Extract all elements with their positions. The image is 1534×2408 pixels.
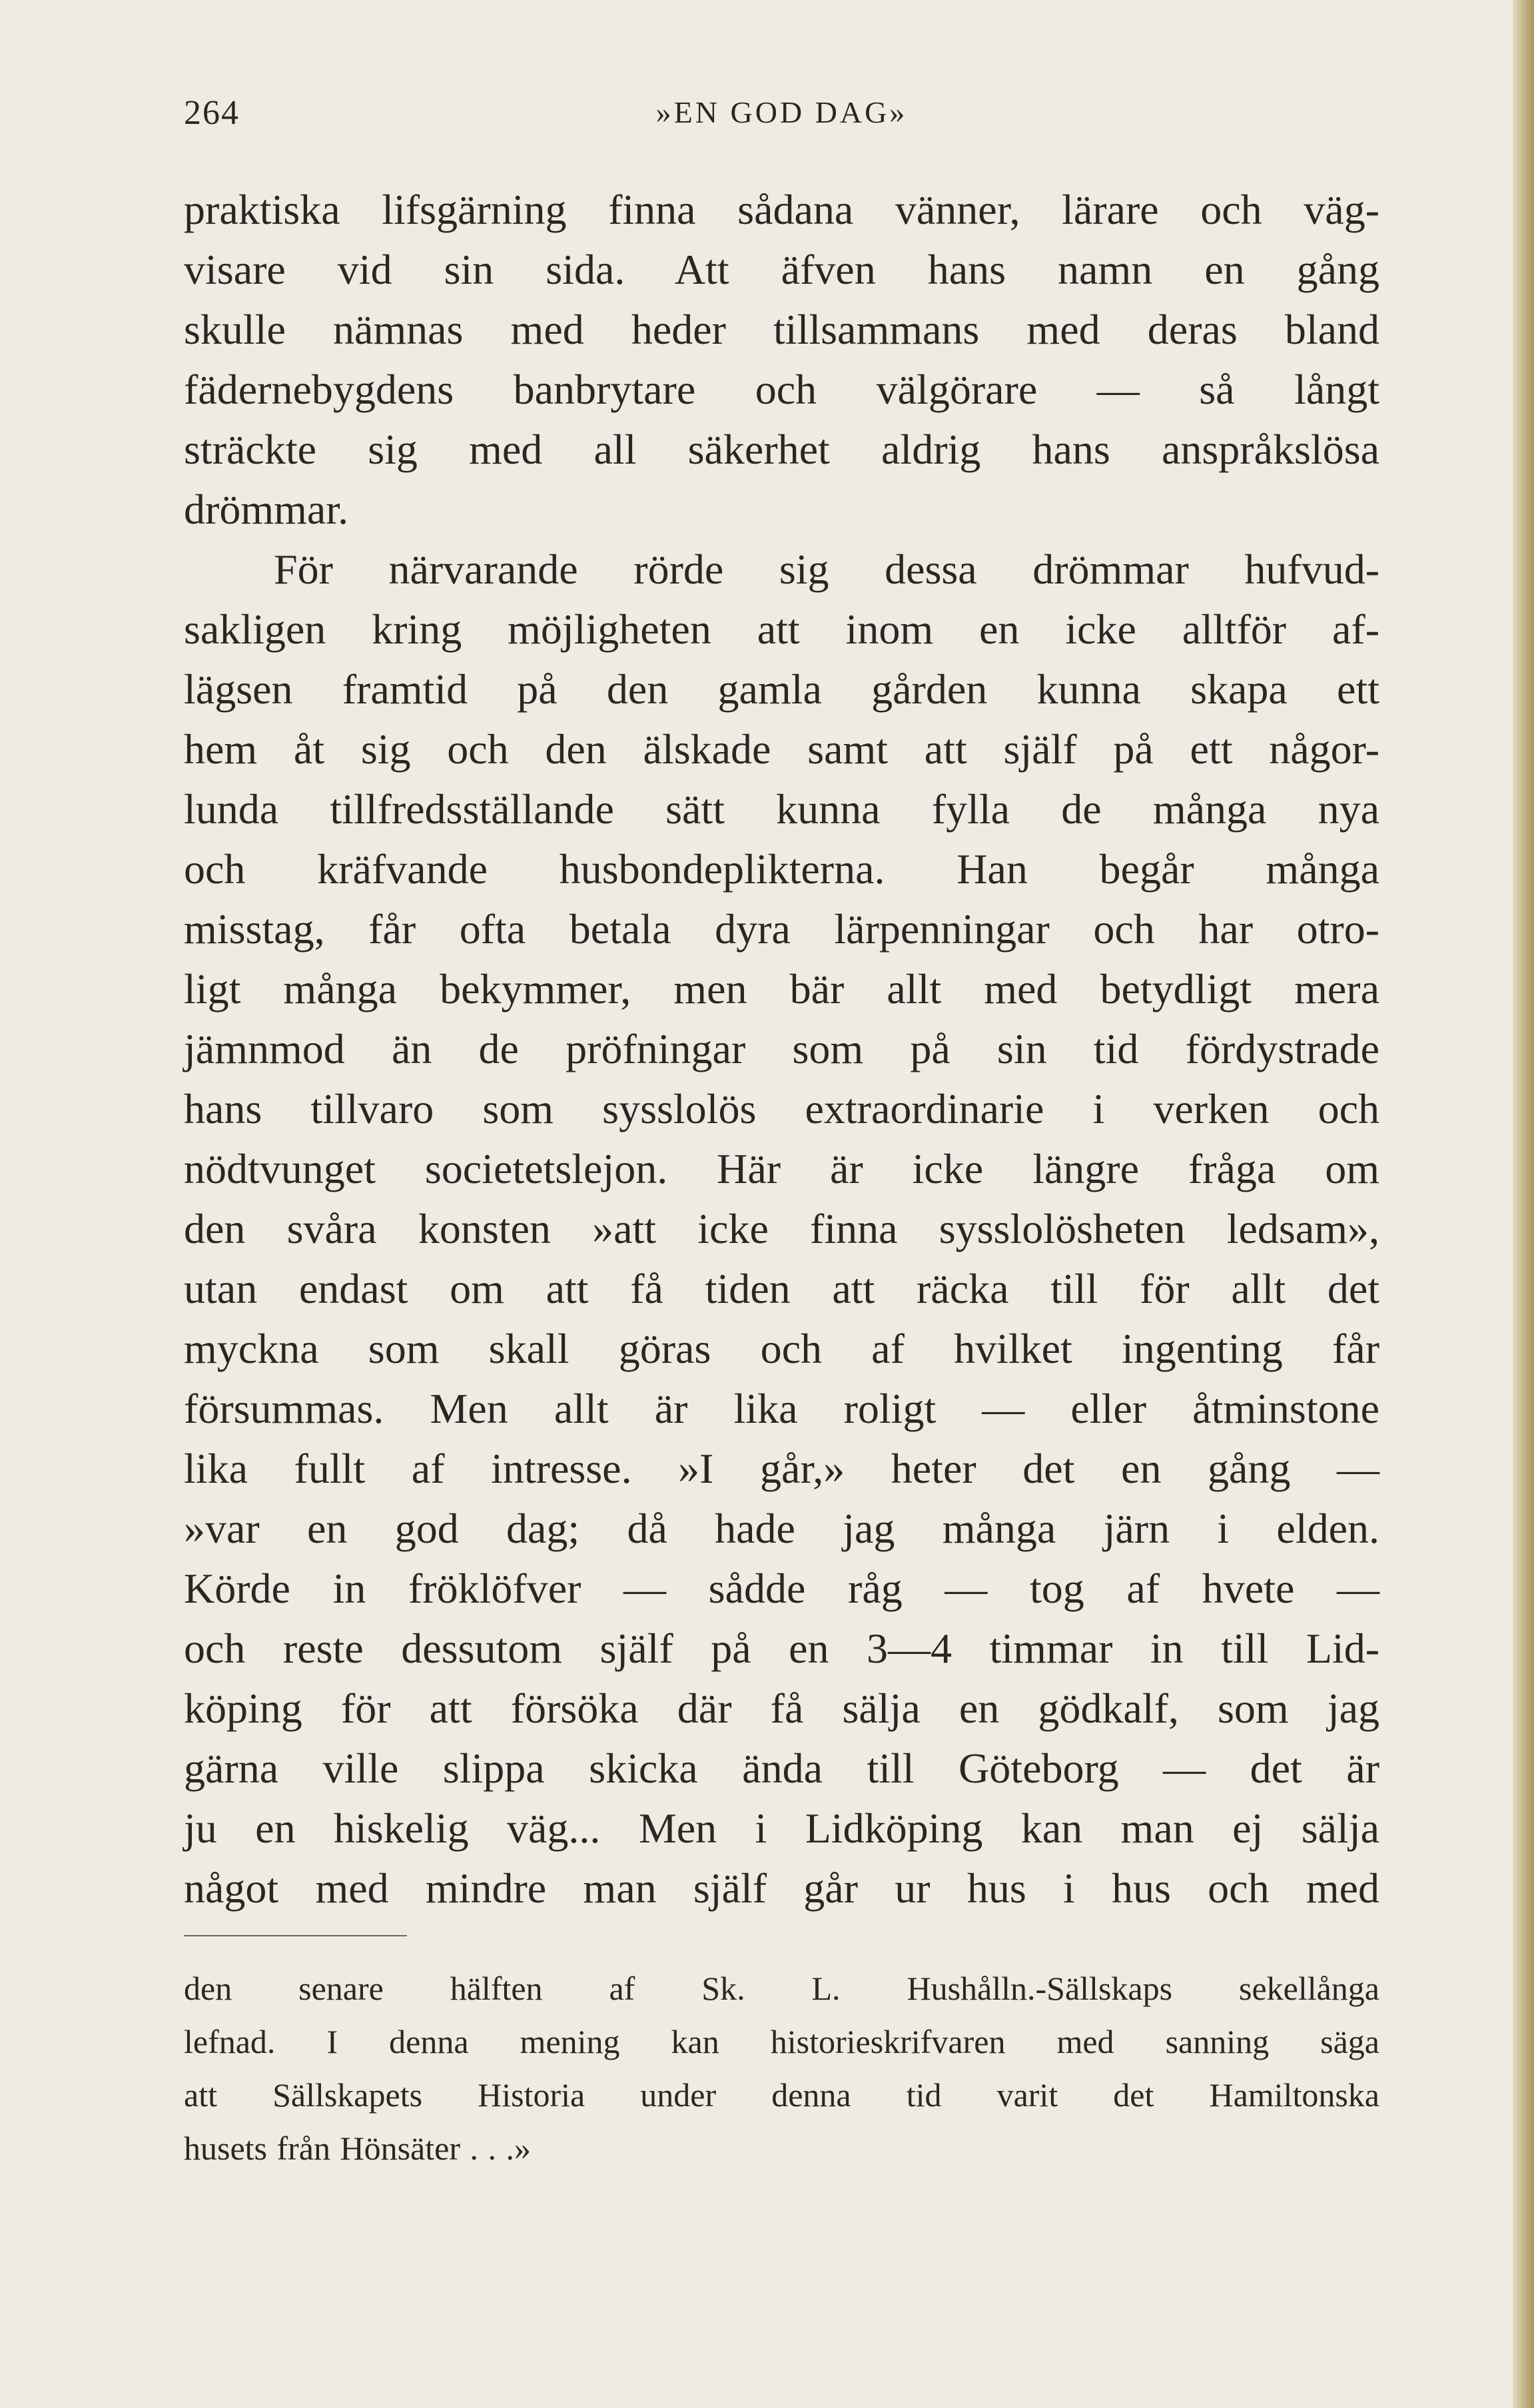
- text-line: visare vid sin sida. Att äfven hans namn en gång: [184, 246, 1379, 293]
- footnote-line: husets från Hönsäter . . .»: [184, 2130, 531, 2167]
- text-line: fädernebygdens banbrytare och välgörare — så långt: [184, 366, 1379, 413]
- text-line: sakligen kring möjligheten att inom en icke alltför af-: [184, 605, 1379, 653]
- text-line: lägsen framtid på den gamla gården kunna skapa ett: [184, 665, 1379, 713]
- text-line: myckna som skall göras och af hvilket ingenting får: [184, 1325, 1379, 1372]
- text-line: »var en god dag; då hade jag många järn i elden.: [184, 1505, 1379, 1552]
- footnote: [184, 1962, 1379, 2175]
- text-line: och reste dessutom själf på en 3—4 timmar in till Lid-: [184, 1625, 1379, 1672]
- text-line: ligt många bekymmer, men bär allt med betydligt mera: [184, 965, 1379, 1012]
- text-line: och kräfvande husbondeplikterna. Han begår många: [184, 845, 1379, 893]
- running-title: »EN GOD DAG»: [655, 95, 908, 129]
- footnote-line: att Sällskapets Historia under denna tid varit det Hamiltonska: [184, 2076, 1379, 2114]
- text-line: utan endast om att få tiden att räcka till för allt det: [184, 1265, 1379, 1312]
- body-text: [184, 180, 1379, 1918]
- text-line: skulle nämnas med heder tillsammans med deras bland: [184, 306, 1379, 353]
- footnote-line: lefnad. I denna mening kan historieskrifvaren med sanning säga: [184, 2023, 1379, 2060]
- text-line: praktiska lifsgärning finna sådana vänner, lärare och väg-: [184, 186, 1379, 233]
- text-line: hans tillvaro som sysslolös extraordinarie i verken och: [184, 1085, 1379, 1132]
- page-number: 264: [184, 94, 240, 132]
- text-line: den svåra konsten »att icke finna sysslolösheten ledsam»,: [184, 1205, 1379, 1252]
- text-line: drömmar.: [184, 486, 349, 533]
- footnote-line: den senare hälften af Sk. L. Hushålln.-Sällskaps sekellånga: [184, 1970, 1379, 2007]
- text-line: hem åt sig och den älskade samt att själf på ett någor-: [184, 725, 1379, 773]
- text-line: ju en hiskelig väg... Men i Lidköping kan man ej sälja: [184, 1805, 1379, 1852]
- text-line: nödtvunget societetslejon. Här är icke längre fråga om: [184, 1145, 1379, 1192]
- footnote-rule: [184, 1935, 407, 1936]
- text-line: Körde in fröklöfver — sådde råg — tog af hvete —: [184, 1565, 1379, 1612]
- text-line: lika fullt af intresse. »I går,» heter det en gång —: [184, 1445, 1379, 1492]
- text-line: misstag, får ofta betala dyra lärpenningar och har otro-: [184, 905, 1379, 953]
- text-line: köping för att försöka där få sälja en gödkalf, som jag: [184, 1685, 1379, 1732]
- text-line: försummas. Men allt är lika roligt — eller åtminstone: [184, 1385, 1379, 1432]
- page-edge: [1513, 0, 1534, 2408]
- text-line: gärna ville slippa skicka ända till Göteborg — det är: [184, 1745, 1379, 1792]
- text-line: sträckte sig med all säkerhet aldrig hans anspråkslösa: [184, 426, 1379, 473]
- text-line: lunda tillfredsställande sätt kunna fylla de många nya: [184, 785, 1379, 833]
- text-line: För närvarande rörde sig dessa drömmar hufvud-: [274, 546, 1379, 593]
- text-line: jämnmod än de pröfningar som på sin tid fördystrade: [184, 1025, 1379, 1072]
- running-head: [184, 93, 1379, 153]
- text-line: något med mindre man själf går ur hus i hus och med: [184, 1864, 1379, 1912]
